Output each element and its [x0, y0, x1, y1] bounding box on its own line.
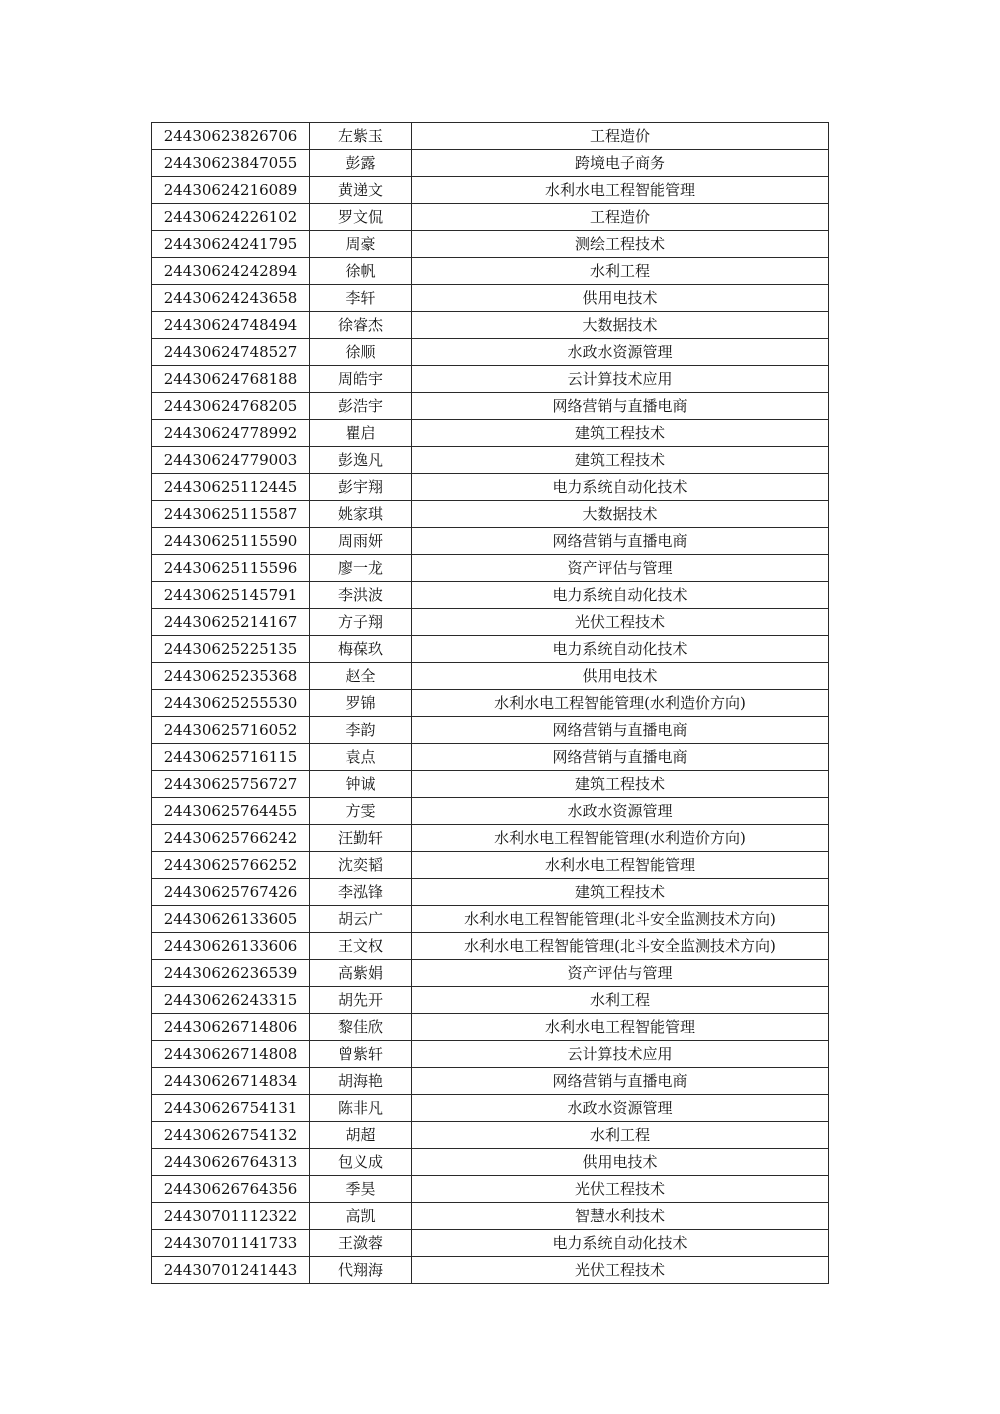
- student-name-cell: 徐睿杰: [310, 312, 412, 339]
- table-row: [152, 1230, 829, 1257]
- table-row: [152, 258, 829, 285]
- student-name-cell: 高凯: [310, 1203, 412, 1230]
- table-row: [152, 1068, 829, 1095]
- roster-table-body: [152, 123, 829, 1284]
- student-name-cell: 彭露: [310, 150, 412, 177]
- major-cell: 水政水资源管理: [412, 798, 829, 825]
- student-id-cell: 24430623826706: [152, 123, 310, 150]
- major-cell: 水政水资源管理: [412, 339, 829, 366]
- table-row: [152, 1203, 829, 1230]
- student-name-cell: 曾紫轩: [310, 1041, 412, 1068]
- table-row: [152, 582, 829, 609]
- table-row: [152, 474, 829, 501]
- major-cell: 网络营销与直播电商: [412, 717, 829, 744]
- major-cell: 建筑工程技术: [412, 771, 829, 798]
- student-id-cell: 24430625214167: [152, 609, 310, 636]
- student-id-cell: 24430625115590: [152, 528, 310, 555]
- major-cell: 网络营销与直播电商: [412, 744, 829, 771]
- major-cell: 水利水电工程智能管理(北斗安全监测技术方向): [412, 933, 829, 960]
- major-cell: 云计算技术应用: [412, 1041, 829, 1068]
- student-name-cell: 左紫玉: [310, 123, 412, 150]
- student-name-cell: 胡超: [310, 1122, 412, 1149]
- major-cell: 水利水电工程智能管理(水利造价方向): [412, 825, 829, 852]
- student-name-cell: 廖一龙: [310, 555, 412, 582]
- major-cell: 大数据技术: [412, 501, 829, 528]
- student-id-cell: 24430626714834: [152, 1068, 310, 1095]
- student-name-cell: 胡海艳: [310, 1068, 412, 1095]
- table-row: [152, 1176, 829, 1203]
- table-row: [152, 852, 829, 879]
- table-row: [152, 528, 829, 555]
- student-id-cell: 24430701141733: [152, 1230, 310, 1257]
- student-name-cell: 李韵: [310, 717, 412, 744]
- student-name-cell: 王潋蓉: [310, 1230, 412, 1257]
- table-row: [152, 636, 829, 663]
- student-id-cell: 24430626714806: [152, 1014, 310, 1041]
- student-id-cell: 24430625235368: [152, 663, 310, 690]
- student-name-cell: 王文权: [310, 933, 412, 960]
- student-name-cell: 李泓锋: [310, 879, 412, 906]
- major-cell: 光伏工程技术: [412, 1257, 829, 1284]
- student-id-cell: 24430626133606: [152, 933, 310, 960]
- table-row: [152, 663, 829, 690]
- student-name-cell: 周豪: [310, 231, 412, 258]
- student-id-cell: 24430624778992: [152, 420, 310, 447]
- major-cell: 电力系统自动化技术: [412, 1230, 829, 1257]
- student-id-cell: 24430701241443: [152, 1257, 310, 1284]
- table-row: [152, 1122, 829, 1149]
- table-row: [152, 717, 829, 744]
- table-row: [152, 933, 829, 960]
- major-cell: 水利工程: [412, 258, 829, 285]
- student-id-cell: 24430624768188: [152, 366, 310, 393]
- student-name-cell: 罗文侃: [310, 204, 412, 231]
- student-name-cell: 钟诚: [310, 771, 412, 798]
- major-cell: 云计算技术应用: [412, 366, 829, 393]
- student-name-cell: 胡云广: [310, 906, 412, 933]
- student-id-cell: 24430625716052: [152, 717, 310, 744]
- table-row: [152, 177, 829, 204]
- major-cell: 工程造价: [412, 123, 829, 150]
- table-row: [152, 501, 829, 528]
- table-row: [152, 1014, 829, 1041]
- table-row: [152, 825, 829, 852]
- major-cell: 电力系统自动化技术: [412, 474, 829, 501]
- major-cell: 跨境电子商务: [412, 150, 829, 177]
- student-name-cell: 彭逸凡: [310, 447, 412, 474]
- student-id-cell: 24430624242894: [152, 258, 310, 285]
- student-id-cell: 24430626764356: [152, 1176, 310, 1203]
- student-id-cell: 24430626754131: [152, 1095, 310, 1122]
- major-cell: 供用电技术: [412, 663, 829, 690]
- table-row: [152, 204, 829, 231]
- major-cell: 网络营销与直播电商: [412, 1068, 829, 1095]
- student-name-cell: 徐顺: [310, 339, 412, 366]
- student-name-cell: 罗锦: [310, 690, 412, 717]
- table-row: [152, 420, 829, 447]
- student-id-cell: 24430626133605: [152, 906, 310, 933]
- student-name-cell: 包义成: [310, 1149, 412, 1176]
- student-name-cell: 代翔海: [310, 1257, 412, 1284]
- table-row: [152, 447, 829, 474]
- student-id-cell: 24430624748494: [152, 312, 310, 339]
- student-id-cell: 24430626764313: [152, 1149, 310, 1176]
- major-cell: 测绘工程技术: [412, 231, 829, 258]
- table-row: [152, 987, 829, 1014]
- student-id-cell: 24430625766252: [152, 852, 310, 879]
- table-row: [152, 609, 829, 636]
- student-id-cell: 24430625112445: [152, 474, 310, 501]
- table-row: [152, 231, 829, 258]
- major-cell: 水利水电工程智能管理: [412, 177, 829, 204]
- major-cell: 水政水资源管理: [412, 1095, 829, 1122]
- table-row: [152, 879, 829, 906]
- table-row: [152, 150, 829, 177]
- major-cell: 水利水电工程智能管理(北斗安全监测技术方向): [412, 906, 829, 933]
- major-cell: 水利工程: [412, 1122, 829, 1149]
- major-cell: 建筑工程技术: [412, 420, 829, 447]
- student-name-cell: 陈非凡: [310, 1095, 412, 1122]
- major-cell: 工程造价: [412, 204, 829, 231]
- document-page: [151, 122, 828, 1284]
- major-cell: 建筑工程技术: [412, 447, 829, 474]
- student-name-cell: 袁点: [310, 744, 412, 771]
- student-name-cell: 季昊: [310, 1176, 412, 1203]
- student-name-cell: 彭浩宇: [310, 393, 412, 420]
- major-cell: 网络营销与直播电商: [412, 528, 829, 555]
- student-name-cell: 瞿启: [310, 420, 412, 447]
- major-cell: 电力系统自动化技术: [412, 582, 829, 609]
- major-cell: 水利水电工程智能管理(水利造价方向): [412, 690, 829, 717]
- student-name-cell: 黄递文: [310, 177, 412, 204]
- table-row: [152, 771, 829, 798]
- student-name-cell: 李轩: [310, 285, 412, 312]
- student-name-cell: 胡先开: [310, 987, 412, 1014]
- table-row: [152, 312, 829, 339]
- major-cell: 供用电技术: [412, 1149, 829, 1176]
- student-id-cell: 24430625766242: [152, 825, 310, 852]
- table-row: [152, 285, 829, 312]
- table-row: [152, 690, 829, 717]
- student-name-cell: 梅葆玖: [310, 636, 412, 663]
- student-id-cell: 24430626754132: [152, 1122, 310, 1149]
- major-cell: 网络营销与直播电商: [412, 393, 829, 420]
- student-name-cell: 周皓宇: [310, 366, 412, 393]
- table-row: [152, 366, 829, 393]
- student-id-cell: 24430625145791: [152, 582, 310, 609]
- major-cell: 光伏工程技术: [412, 1176, 829, 1203]
- major-cell: 资产评估与管理: [412, 555, 829, 582]
- student-id-cell: 24430623847055: [152, 150, 310, 177]
- student-id-cell: 24430625716115: [152, 744, 310, 771]
- table-row: [152, 555, 829, 582]
- table-row: [152, 339, 829, 366]
- student-id-cell: 24430625255530: [152, 690, 310, 717]
- student-name-cell: 黎佳欣: [310, 1014, 412, 1041]
- student-id-cell: 24430624779003: [152, 447, 310, 474]
- student-id-cell: 24430701112322: [152, 1203, 310, 1230]
- student-id-cell: 24430625115587: [152, 501, 310, 528]
- student-name-cell: 方雯: [310, 798, 412, 825]
- student-id-cell: 24430625764455: [152, 798, 310, 825]
- table-row: [152, 1095, 829, 1122]
- student-id-cell: 24430625756727: [152, 771, 310, 798]
- student-name-cell: 方子翔: [310, 609, 412, 636]
- table-row: [152, 744, 829, 771]
- table-row: [152, 1257, 829, 1284]
- student-name-cell: 姚家琪: [310, 501, 412, 528]
- student-name-cell: 赵全: [310, 663, 412, 690]
- student-id-cell: 24430625115596: [152, 555, 310, 582]
- student-name-cell: 彭宇翔: [310, 474, 412, 501]
- major-cell: 光伏工程技术: [412, 609, 829, 636]
- major-cell: 水利工程: [412, 987, 829, 1014]
- student-id-cell: 24430624216089: [152, 177, 310, 204]
- student-id-cell: 24430626243315: [152, 987, 310, 1014]
- student-name-cell: 李洪波: [310, 582, 412, 609]
- student-name-cell: 周雨妍: [310, 528, 412, 555]
- student-name-cell: 高紫娟: [310, 960, 412, 987]
- major-cell: 电力系统自动化技术: [412, 636, 829, 663]
- table-row: [152, 393, 829, 420]
- student-id-cell: 24430624241795: [152, 231, 310, 258]
- student-id-cell: 24430624768205: [152, 393, 310, 420]
- student-name-cell: 汪勤轩: [310, 825, 412, 852]
- student-id-cell: 24430626714808: [152, 1041, 310, 1068]
- table-row: [152, 1041, 829, 1068]
- student-id-cell: 24430625767426: [152, 879, 310, 906]
- student-name-cell: 沈奕韬: [310, 852, 412, 879]
- major-cell: 水利水电工程智能管理: [412, 852, 829, 879]
- major-cell: 智慧水利技术: [412, 1203, 829, 1230]
- table-row: [152, 960, 829, 987]
- table-row: [152, 1149, 829, 1176]
- student-id-cell: 24430625225135: [152, 636, 310, 663]
- major-cell: 建筑工程技术: [412, 879, 829, 906]
- student-id-cell: 24430624243658: [152, 285, 310, 312]
- student-id-cell: 24430624226102: [152, 204, 310, 231]
- table-row: [152, 906, 829, 933]
- student-name-cell: 徐帆: [310, 258, 412, 285]
- major-cell: 水利水电工程智能管理: [412, 1014, 829, 1041]
- student-roster-table: [151, 122, 829, 1284]
- table-row: [152, 798, 829, 825]
- student-id-cell: 24430626236539: [152, 960, 310, 987]
- table-row: [152, 123, 829, 150]
- major-cell: 供用电技术: [412, 285, 829, 312]
- student-id-cell: 24430624748527: [152, 339, 310, 366]
- major-cell: 大数据技术: [412, 312, 829, 339]
- major-cell: 资产评估与管理: [412, 960, 829, 987]
